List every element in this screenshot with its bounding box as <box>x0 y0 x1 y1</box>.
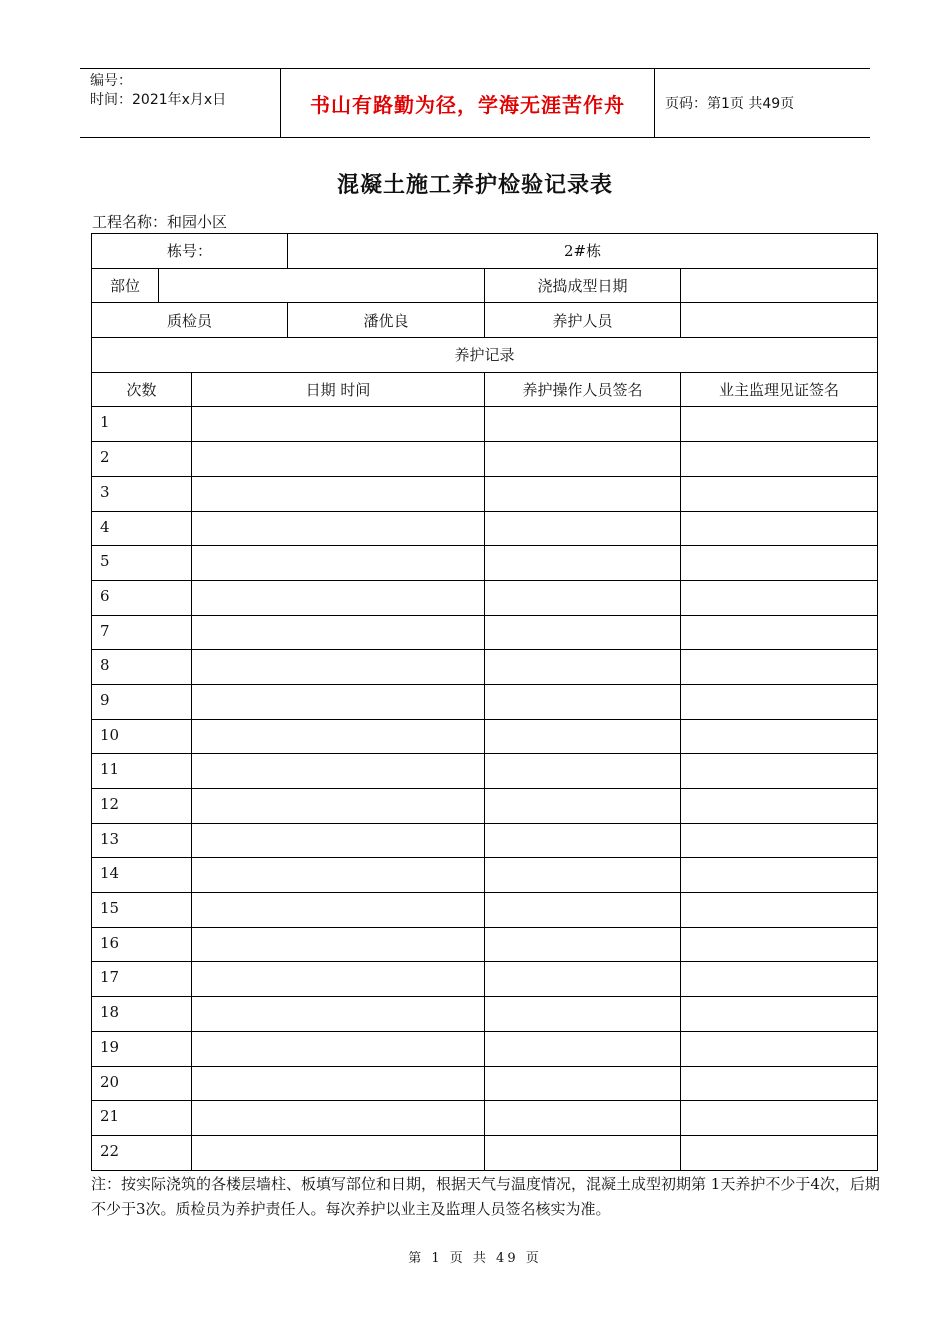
row-number: 1 <box>92 407 192 442</box>
row-number: 2 <box>92 442 192 477</box>
row-datetime-cell[interactable] <box>192 1066 485 1101</box>
row-datetime-cell[interactable] <box>192 650 485 685</box>
row-operator-signature-cell[interactable] <box>485 1031 681 1066</box>
row-witness-signature-cell[interactable] <box>681 927 878 962</box>
row-number: 11 <box>92 754 192 789</box>
inspector-value[interactable]: 潘优良 <box>288 303 485 338</box>
row-datetime-cell[interactable] <box>192 615 485 650</box>
table-row <box>92 476 878 511</box>
row-operator-signature-cell[interactable] <box>485 546 681 581</box>
row-operator-signature-cell[interactable] <box>485 407 681 442</box>
row-number: 10 <box>92 719 192 754</box>
table-row <box>92 893 878 928</box>
row-operator-signature-cell[interactable] <box>485 858 681 893</box>
row-witness-signature-cell[interactable] <box>681 997 878 1032</box>
row-operator-signature-cell[interactable] <box>485 719 681 754</box>
row-witness-signature-cell[interactable] <box>681 1101 878 1136</box>
row-witness-signature-cell[interactable] <box>681 754 878 789</box>
header-meta <box>80 69 281 137</box>
row-operator-signature-cell[interactable] <box>485 442 681 477</box>
row-operator-signature-cell[interactable] <box>485 476 681 511</box>
row-operator-signature-cell[interactable] <box>485 580 681 615</box>
row-operator-signature-cell[interactable] <box>485 650 681 685</box>
building-label: 栋号： <box>92 234 288 269</box>
row-datetime-cell[interactable] <box>192 546 485 581</box>
row-number: 5 <box>92 546 192 581</box>
table-row <box>92 719 878 754</box>
row-number: 21 <box>92 1101 192 1136</box>
page-title: 混凝土施工养护检验记录表 <box>336 172 613 198</box>
curing-staff-value[interactable] <box>681 303 878 338</box>
table-row <box>92 1135 878 1170</box>
row-datetime-cell[interactable] <box>192 997 485 1032</box>
pour-date-value[interactable] <box>681 268 878 303</box>
row-datetime-cell[interactable] <box>192 684 485 719</box>
row-datetime-cell[interactable] <box>192 719 485 754</box>
row-operator-signature-cell[interactable] <box>485 893 681 928</box>
pour-date-label: 浇捣成型日期 <box>485 268 681 303</box>
table-row <box>92 823 878 858</box>
header-number-label: 编号： <box>90 73 132 89</box>
row-number: 20 <box>92 1066 192 1101</box>
note-text: 注：按实际浇筑的各楼层墙柱、板填写部位和日期，根据天气与温度情况，混凝土成型初期第 1天养护不少于4次，后期不少于3次。质检员为养护责任人。每次养护以业主及监理人员签名核实为准。 <box>91 1175 880 1218</box>
staff-row <box>92 303 878 338</box>
records-title: 养护记录 <box>92 338 878 373</box>
row-operator-signature-cell[interactable] <box>485 684 681 719</box>
column-header-datetime: 日期 时间 <box>192 372 485 407</box>
row-witness-signature-cell[interactable] <box>681 615 878 650</box>
row-number: 19 <box>92 1031 192 1066</box>
page-header <box>80 68 870 138</box>
row-number: 13 <box>92 823 192 858</box>
row-datetime-cell[interactable] <box>192 858 485 893</box>
curing-staff-label: 养护人员 <box>485 303 681 338</box>
row-witness-signature-cell[interactable] <box>681 511 878 546</box>
row-witness-signature-cell[interactable] <box>681 546 878 581</box>
table-row <box>92 858 878 893</box>
row-operator-signature-cell[interactable] <box>485 927 681 962</box>
row-operator-signature-cell[interactable] <box>485 997 681 1032</box>
inspector-label: 质检员 <box>92 303 288 338</box>
row-witness-signature-cell[interactable] <box>681 442 878 477</box>
row-datetime-cell[interactable] <box>192 407 485 442</box>
table-row <box>92 754 878 789</box>
part-label: 部位 <box>92 268 159 303</box>
row-datetime-cell[interactable] <box>192 442 485 477</box>
row-datetime-cell[interactable] <box>192 511 485 546</box>
row-witness-signature-cell[interactable] <box>681 1066 878 1101</box>
table-row <box>92 1031 878 1066</box>
row-number: 12 <box>92 789 192 824</box>
table-row <box>92 962 878 997</box>
row-witness-signature-cell[interactable] <box>681 1135 878 1170</box>
row-witness-signature-cell[interactable] <box>681 684 878 719</box>
row-datetime-cell[interactable] <box>192 476 485 511</box>
row-datetime-cell[interactable] <box>192 962 485 997</box>
row-number: 7 <box>92 615 192 650</box>
row-witness-signature-cell[interactable] <box>681 789 878 824</box>
page-footer: 第 1 页 共 49 页 <box>408 1251 542 1266</box>
building-row <box>92 234 878 269</box>
row-number: 6 <box>92 580 192 615</box>
row-operator-signature-cell[interactable] <box>485 962 681 997</box>
column-header-row <box>92 372 878 407</box>
column-header-count: 次数 <box>92 372 192 407</box>
row-number: 18 <box>92 997 192 1032</box>
row-operator-signature-cell[interactable] <box>485 1135 681 1170</box>
row-operator-signature-cell[interactable] <box>485 754 681 789</box>
table-row <box>92 546 878 581</box>
table-row <box>92 927 878 962</box>
table-row <box>92 511 878 546</box>
row-number: 14 <box>92 858 192 893</box>
row-datetime-cell[interactable] <box>192 893 485 928</box>
table-row <box>92 442 878 477</box>
row-datetime-cell[interactable] <box>192 927 485 962</box>
row-number: 15 <box>92 893 192 928</box>
row-witness-signature-cell[interactable] <box>681 823 878 858</box>
row-number: 4 <box>92 511 192 546</box>
row-datetime-cell[interactable] <box>192 580 485 615</box>
row-witness-signature-cell[interactable] <box>681 580 878 615</box>
row-datetime-cell[interactable] <box>192 823 485 858</box>
row-number: 9 <box>92 684 192 719</box>
table-row <box>92 615 878 650</box>
row-witness-signature-cell[interactable] <box>681 476 878 511</box>
row-operator-signature-cell[interactable] <box>485 823 681 858</box>
row-witness-signature-cell[interactable] <box>681 858 878 893</box>
table-row <box>92 684 878 719</box>
header-page-info: 页码：第1页 共49页 <box>665 96 795 112</box>
table-row <box>92 789 878 824</box>
row-number: 8 <box>92 650 192 685</box>
column-header-operator: 养护操作人员签名 <box>485 372 681 407</box>
row-datetime-cell[interactable] <box>192 789 485 824</box>
part-value[interactable] <box>159 268 485 303</box>
row-witness-signature-cell[interactable] <box>681 407 878 442</box>
row-witness-signature-cell[interactable] <box>681 650 878 685</box>
header-motto: 书山有路勤为径，学海无涯苦作舟 <box>281 69 655 137</box>
building-value[interactable]: 2#栋 <box>288 234 878 269</box>
records-title-row <box>92 338 878 373</box>
row-witness-signature-cell[interactable] <box>681 719 878 754</box>
row-witness-signature-cell[interactable] <box>681 1031 878 1066</box>
row-number: 3 <box>92 476 192 511</box>
curing-record-table <box>91 233 878 1171</box>
table-row <box>92 407 878 442</box>
column-header-witness: 业主监理见证签名 <box>681 372 878 407</box>
row-witness-signature-cell[interactable] <box>681 962 878 997</box>
table-row <box>92 997 878 1032</box>
table-row <box>92 1101 878 1136</box>
row-number: 16 <box>92 927 192 962</box>
row-number: 22 <box>92 1135 192 1170</box>
row-datetime-cell[interactable] <box>192 1135 485 1170</box>
row-witness-signature-cell[interactable] <box>681 893 878 928</box>
row-datetime-cell[interactable] <box>192 754 485 789</box>
row-operator-signature-cell[interactable] <box>485 1101 681 1136</box>
header-date-label: 时间：2021年x月x日 <box>90 92 227 108</box>
row-datetime-cell[interactable] <box>192 1101 485 1136</box>
row-operator-signature-cell[interactable] <box>485 511 681 546</box>
row-number: 17 <box>92 962 192 997</box>
part-row <box>92 268 878 303</box>
table-row <box>92 1066 878 1101</box>
table-row <box>92 580 878 615</box>
row-operator-signature-cell[interactable] <box>485 1066 681 1101</box>
row-operator-signature-cell[interactable] <box>485 615 681 650</box>
row-operator-signature-cell[interactable] <box>485 789 681 824</box>
row-datetime-cell[interactable] <box>192 1031 485 1066</box>
table-row <box>92 650 878 685</box>
project-name: 工程名称：和园小区 <box>92 213 228 231</box>
